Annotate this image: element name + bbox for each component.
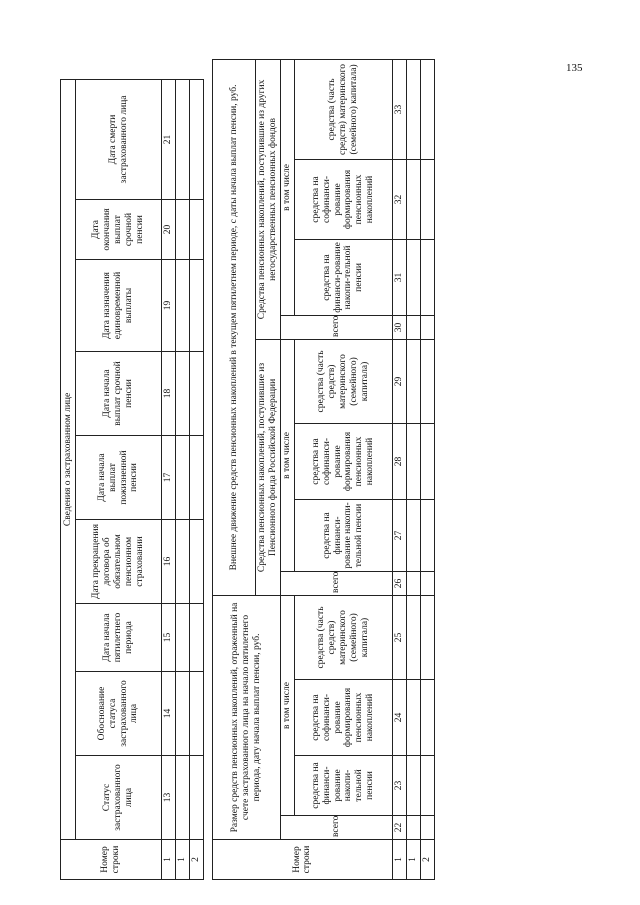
col-number: 31	[392, 239, 406, 315]
col-header-cofinancing: средства на софинанси-рование формирования пенсионных накоплений	[294, 680, 392, 756]
table-cell	[175, 520, 189, 604]
table-cell	[175, 352, 189, 436]
table-cell	[406, 499, 420, 571]
col-header-cofinancing: средства на софинанси-рование формирования пенсионных накоплений	[294, 159, 392, 239]
table-cell	[420, 571, 434, 595]
col-number: 14	[162, 672, 176, 756]
col-header-maternity-capital: средства (часть средств) материнского (семейного) капитала)	[294, 339, 392, 423]
including-header: в том числе	[281, 339, 295, 571]
col-number: 25	[392, 595, 406, 679]
table-cell	[189, 520, 203, 604]
pension-savings-table	[212, 59, 435, 880]
row-number-header: Номер строки	[213, 840, 393, 880]
table-cell	[406, 339, 420, 423]
table-cell	[189, 200, 203, 260]
table-cell	[420, 680, 434, 756]
table-cell	[420, 339, 434, 423]
col-header-lifetime-pension-start: Дата начала выплат пожизненной пенсии	[76, 436, 162, 520]
table-cell	[420, 595, 434, 679]
col-header-maternity-capital: средства (часть средств) материнского (семейного) капитала)	[294, 59, 392, 159]
col-number: 20	[162, 200, 176, 260]
table-cell	[420, 315, 434, 339]
col-number: 23	[392, 756, 406, 816]
table-cell	[175, 200, 189, 260]
row-number: 2	[420, 840, 434, 880]
rotated-sheet	[60, 60, 440, 880]
table-row	[406, 59, 420, 879]
col-number: 21	[162, 79, 176, 199]
table-cell	[406, 595, 420, 679]
including-header: в том числе	[281, 59, 295, 315]
table-cell	[175, 79, 189, 199]
col-header-term-pension-end: Дата окончания выплат срочной пенсии	[76, 200, 162, 260]
table-cell	[175, 604, 189, 672]
table-cell	[420, 816, 434, 840]
col-header-contract-end: Дата прекращения договора об обязательном пенсионном страховании	[76, 520, 162, 604]
table-cell	[406, 423, 420, 499]
row-number: 1	[175, 840, 189, 880]
row-number: 1	[406, 840, 420, 880]
table-cell	[406, 315, 420, 339]
col-header-funded-pension: средства на финанси-рование накопи-тельной пенсии	[294, 499, 392, 571]
table-cell	[189, 436, 203, 520]
table-cell	[420, 756, 434, 816]
col-header-death-date: Дата смерти застрахованного лица	[76, 79, 162, 199]
table-cell	[189, 79, 203, 199]
table-cell	[189, 756, 203, 840]
total-header: всего	[281, 571, 393, 595]
table-row	[189, 79, 203, 879]
col-number: 1	[162, 840, 176, 880]
col-header-funded-pension: средства на финанси-рование накопи-тельной пенсии	[294, 239, 392, 315]
col-header-lump-sum-date: Дата назначения единовременной выплаты	[76, 260, 162, 352]
insured-person-info-table	[60, 79, 204, 880]
table-cell	[189, 260, 203, 352]
initial-savings-group-header: Размер средств пенсионных накоплений, отраженный на счете застрахованного лица на начало пятилетнего периода, дату начала выплат пенсии, руб.	[213, 595, 281, 839]
table-cell	[406, 59, 420, 159]
page-number: 135	[566, 62, 583, 74]
table-row	[420, 59, 434, 879]
table-cell	[175, 756, 189, 840]
col-header-term-pension-start: Дата начала выплат срочной пенсии	[76, 352, 162, 436]
col-number: 24	[392, 680, 406, 756]
table-cell	[406, 816, 420, 840]
col-header-maternity-capital: средства (часть средств) материнского (семейного) капитала)	[294, 595, 392, 679]
table-row	[175, 79, 189, 879]
table-cell	[420, 423, 434, 499]
col-number: 1	[392, 840, 406, 880]
table-cell	[420, 499, 434, 571]
col-header-status: Статус застрахованного лица	[76, 756, 162, 840]
table-cell	[189, 604, 203, 672]
table-cell	[406, 239, 420, 315]
col-number: 32	[392, 159, 406, 239]
table-cell	[189, 352, 203, 436]
table-cell	[420, 239, 434, 315]
col-number: 29	[392, 339, 406, 423]
table-cell	[175, 260, 189, 352]
table-cell	[406, 571, 420, 595]
table-cell	[406, 159, 420, 239]
col-number: 27	[392, 499, 406, 571]
col-header-cofinancing: средства на софинанси-рование формирования пенсионных накоплений	[294, 423, 392, 499]
total-header: всего	[281, 315, 393, 339]
col-header-period-start: Дата начала пятилетнего периода	[76, 604, 162, 672]
col-number: 22	[392, 816, 406, 840]
row-number-header: Номер строки	[61, 840, 162, 880]
col-header-status-basis: Обоснование статуса застрахованного лица	[76, 672, 162, 756]
col-number: 18	[162, 352, 176, 436]
external-movement-group-header: Внешнее движение средств пенсионных накоплений в текущем пятилетнем периоде, с даты начала выплат пенсии, руб.	[213, 59, 256, 595]
col-number: 16	[162, 520, 176, 604]
col-number: 33	[392, 59, 406, 159]
table-cell	[420, 159, 434, 239]
total-header: всего	[281, 816, 393, 840]
col-number: 17	[162, 436, 176, 520]
table-cell	[175, 436, 189, 520]
table-cell	[175, 672, 189, 756]
row-number: 2	[189, 840, 203, 880]
pfr-subgroup-header: Средства пенсионных накоплений, поступившие из Пенсионного фонда Российской Федерации	[256, 339, 281, 595]
col-number: 13	[162, 756, 176, 840]
table-cell	[189, 672, 203, 756]
npf-subgroup-header: Средства пенсионных накоплений, поступившие из других негосударственных пенсионных фондов	[256, 59, 281, 339]
col-number: 19	[162, 260, 176, 352]
col-number: 26	[392, 571, 406, 595]
table-cell	[406, 680, 420, 756]
col-number: 28	[392, 423, 406, 499]
col-number: 15	[162, 604, 176, 672]
table-cell	[406, 756, 420, 816]
table-cell	[420, 59, 434, 159]
insured-person-group-header: Сведения о застрахованном лице	[61, 79, 76, 839]
col-header-funded-pension: средства на финанси-рование накопи-тельной пенсии	[294, 756, 392, 816]
including-header: в том числе	[281, 595, 295, 815]
col-number: 30	[392, 315, 406, 339]
